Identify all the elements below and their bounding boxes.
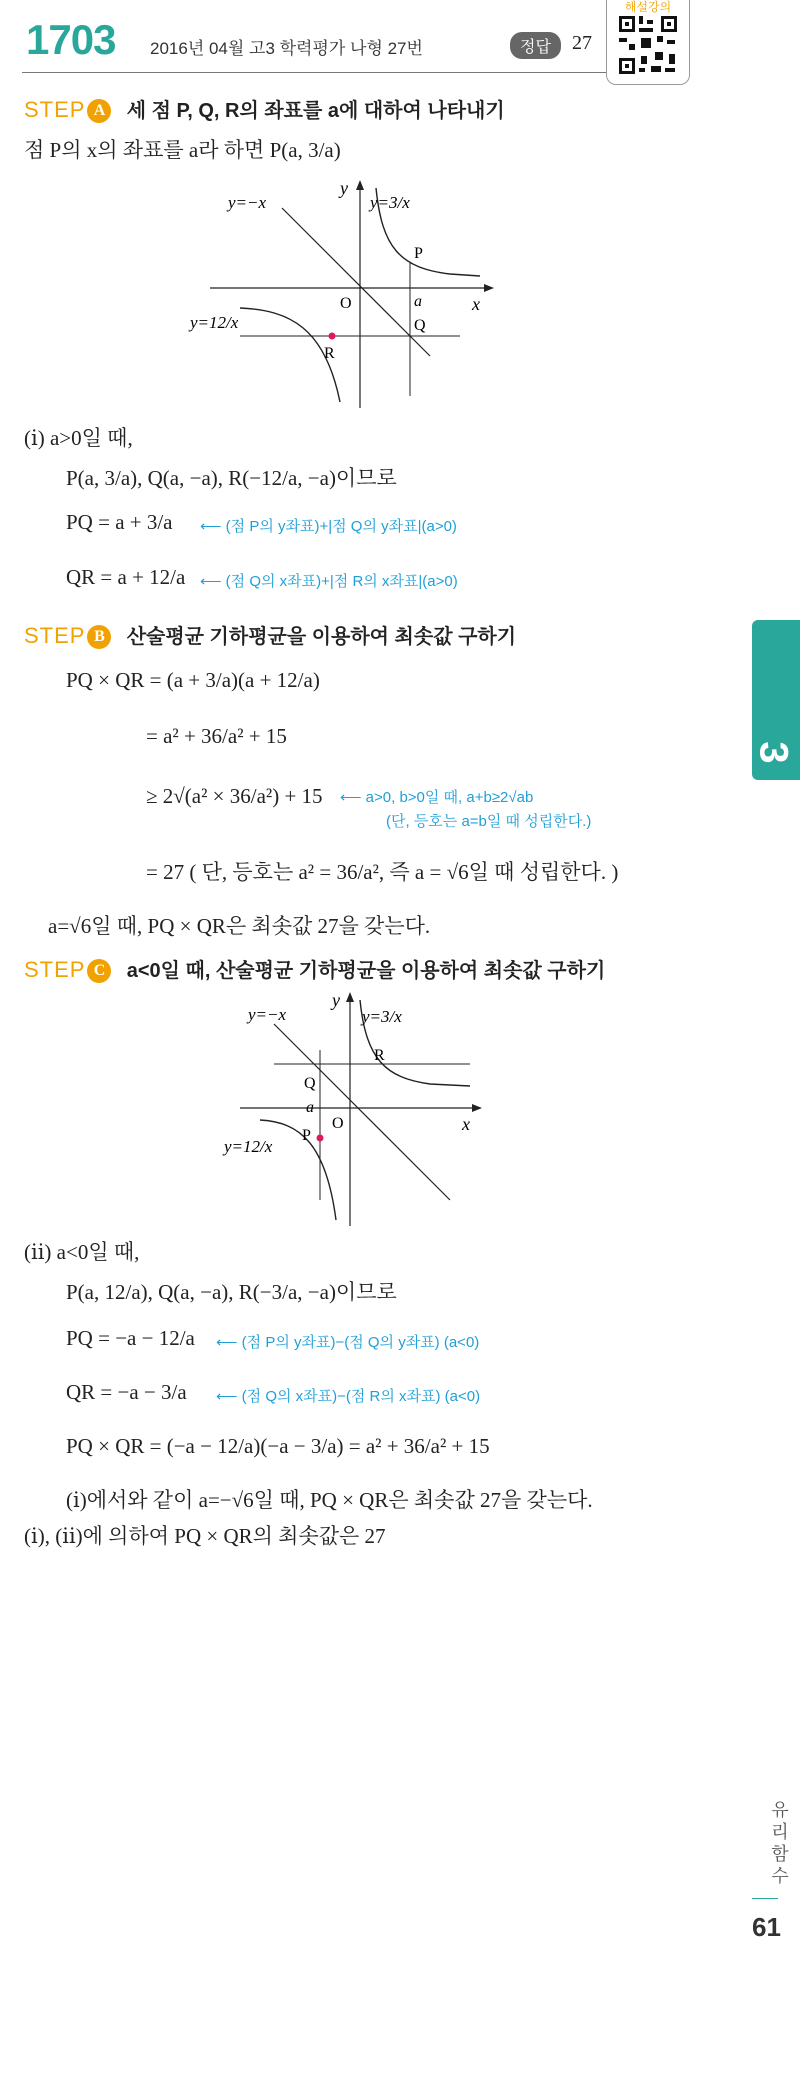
origin-label: O (332, 1115, 344, 1132)
answer-badge: 정답 (510, 32, 561, 59)
step-b-concl: a=√6일 때, PQ × QR은 최솟값 27을 갖는다. (48, 914, 431, 938)
case1-pq: PQ = a + 3/a (66, 510, 173, 534)
answer-value: 27 (572, 32, 592, 54)
q-label: Q (304, 1075, 316, 1092)
case1-qr-note: ⟵ (점 Q의 x좌표)+|점 R의 x좌표|(a>0) (200, 573, 458, 590)
label-y-neg-x: y=−x (228, 193, 267, 212)
step-c-heading: STEP C a<0일 때, 산술평균 기하평균을 이용하여 최솟값 구하기 (24, 957, 606, 982)
graph-case-1 (190, 178, 510, 412)
lecture-label: 해설강의 (624, 0, 672, 14)
step-b-l3-note2: (단, 등호는 a=b일 때 성립한다.) (386, 813, 592, 830)
y-label: y (340, 178, 348, 198)
label-y-neg-x: y=−x (248, 1005, 287, 1024)
case2-coords: P(a, 12/a), Q(a, −a), R(−3/a, −a)이므로 (66, 1280, 397, 1304)
a-label: a (306, 1099, 314, 1116)
step-b-l3-note1: ⟵ a>0, b>0일 때, a+b≥2√ab (340, 789, 534, 806)
point-r (329, 333, 336, 340)
final-answer: (ⅰ), (ⅱ)에 의하여 PQ × QR의 최솟값은 27 (24, 1524, 386, 1548)
chapter-tab-number: 3 (751, 741, 796, 764)
case2-prod: PQ × QR = (−a − 12/a)(−a − 3/a) = a² + 36/a² + 15 (66, 1434, 490, 1458)
graph-case-2 (220, 990, 500, 1230)
case2-concl: (ⅰ)에서와 같이 a=−√6일 때, PQ × QR은 최솟값 27을 갖는다. (66, 1488, 593, 1512)
lecture-box[interactable] (606, 0, 690, 85)
step-b-l2: = a² + 36/a² + 15 (146, 724, 287, 748)
curve-12-over-x (260, 1120, 336, 1220)
case1-cond: (ⅰ) a>0일 때, (24, 426, 133, 450)
origin-label: O (340, 295, 352, 312)
page-number: 61 (752, 1912, 781, 1942)
case1-pq-note: ⟵ (점 P의 y좌표)+|점 Q의 y좌표|(a>0) (200, 518, 457, 535)
label-12-over-x: y=12/x (190, 313, 239, 332)
x-label: x (462, 1114, 470, 1134)
step-b-l4: = 27 ( 단, 등호는 a² = 36/a², 즉 a = √6일 때 성립한다. ) (146, 860, 619, 884)
a-label: a (414, 293, 422, 310)
case1-qr: QR = a + 12/a (66, 565, 186, 589)
step-a-intro: 점 P의 x의 좌표를 a라 하면 P(a, 3/a) (24, 138, 341, 162)
x-label: x (472, 294, 480, 314)
label-3-over-x: y=3/x (362, 1007, 402, 1026)
problem-source: 2016년 04월 고3 학력평가 나형 27번 (150, 39, 423, 58)
header-rule (22, 72, 606, 73)
step-a-heading: STEP A 세 점 P, Q, R의 좌표를 a에 대하여 나타내기 (24, 97, 505, 122)
step-b-heading: STEP B 산술평균 기하평균을 이용하여 최솟값 구하기 (24, 623, 517, 648)
line-y-neg-x (274, 1024, 450, 1200)
case2-cond: (ⅱ) a<0일 때, (24, 1240, 140, 1264)
case2-pq: PQ = −a − 12/a (66, 1326, 195, 1350)
case1-coords: P(a, 3/a), Q(a, −a), R(−12/a, −a)이므로 (66, 466, 397, 490)
p-label: P (414, 245, 423, 262)
p-label: P (302, 1127, 311, 1144)
r-label: R (374, 1047, 385, 1064)
case2-pq-note: ⟵ (점 P의 y좌표)−(점 Q의 y좌표) (a<0) (216, 1334, 480, 1351)
step-b-l3: ≥ 2√(a² × 36/a²) + 15 (146, 784, 323, 808)
qr-code-icon (617, 14, 679, 76)
case2-qr-note: ⟵ (점 Q의 x좌표)−(점 R의 x좌표) (a<0) (216, 1388, 481, 1405)
label-12-over-x: y=12/x (224, 1137, 273, 1156)
page-rule (752, 1898, 778, 1899)
r-label: R (324, 345, 335, 362)
step-b-l1: PQ × QR = (a + 3/a)(a + 12/a) (66, 668, 320, 692)
point-p (317, 1135, 324, 1142)
case2-qr: QR = −a − 3/a (66, 1380, 187, 1404)
label-3-over-x: y=3/x (370, 193, 410, 212)
y-label: y (332, 990, 340, 1010)
line-y-neg-x (282, 208, 430, 356)
problem-number: 1703 (26, 16, 116, 63)
chapter-label-vertical: 유리함수 (769, 1800, 789, 1888)
q-label: Q (414, 317, 426, 334)
